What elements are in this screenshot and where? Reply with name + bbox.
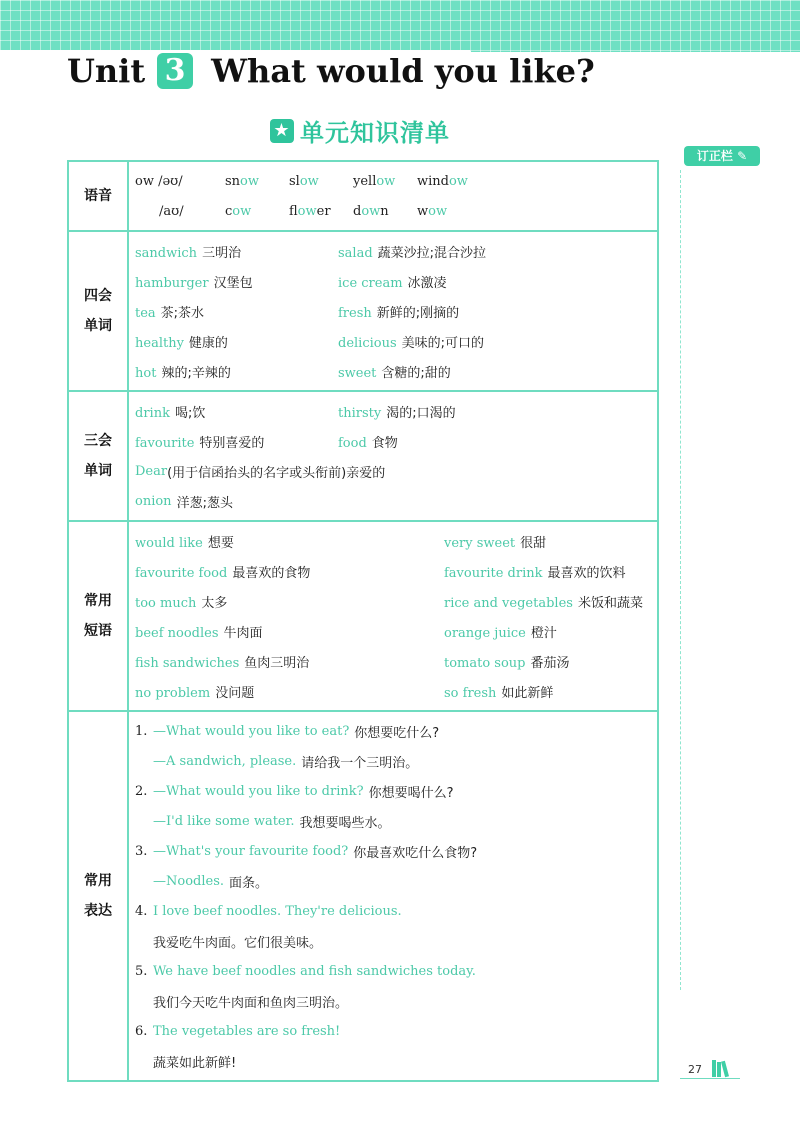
phrase-item xyxy=(135,682,444,701)
four-skill-row xyxy=(135,326,651,356)
vocab-en: salad xyxy=(338,245,373,261)
phrase-cn: 牛肉面 xyxy=(223,625,263,641)
phonics-word-part: ow xyxy=(240,173,260,189)
phonics-word xyxy=(289,204,353,219)
phrase-item xyxy=(444,562,626,581)
phonics-word-part: ow xyxy=(376,173,396,189)
expressions-label xyxy=(68,711,128,1081)
four-skill-row xyxy=(135,296,651,326)
vocab-en: hamburger xyxy=(135,275,209,291)
expression-en: —Noodles. xyxy=(153,873,225,889)
expressions-label-line2: 表达 xyxy=(84,903,112,919)
vocab-en: hot xyxy=(135,365,157,381)
vocab-cn: 冰激凌 xyxy=(407,275,447,291)
phonics-word-part: ow xyxy=(232,203,252,219)
three-skill-row xyxy=(135,456,651,486)
vocab-item xyxy=(338,302,459,321)
three-skill-row xyxy=(135,486,651,516)
expression-cn: 你想要吃什么? xyxy=(354,725,440,741)
unit-title xyxy=(67,52,595,90)
expression-line xyxy=(135,1016,651,1046)
phrase-item xyxy=(135,562,444,581)
phonics-row xyxy=(135,196,651,226)
phrase-item xyxy=(135,532,444,551)
vocab-en: food xyxy=(338,435,367,451)
expression-cn: 我爱吃牛肉面。它们很美味。 xyxy=(153,935,323,951)
expression-en: —What would you like to eat? xyxy=(153,723,350,739)
expression-cn: 面条。 xyxy=(229,875,269,891)
phonics-label: 语音 xyxy=(68,161,128,231)
vocab-item xyxy=(338,402,456,421)
vocab-cn: 健康的 xyxy=(188,335,228,351)
phrase-en: would like xyxy=(135,535,203,551)
phrase-cn: 鱼肉三明治 xyxy=(244,655,310,671)
expression-number: 2. xyxy=(135,783,148,799)
page-number-rule xyxy=(680,1078,740,1079)
vocab-item xyxy=(338,332,484,351)
expression-en: —I'd like some water. xyxy=(153,813,295,829)
expression-line xyxy=(135,746,651,776)
expression-line xyxy=(135,716,651,746)
vocab-en: healthy xyxy=(135,335,184,351)
knowledge-table xyxy=(67,160,659,1082)
three-skill-label-line2: 单词 xyxy=(84,463,112,479)
phrase-cn: 太多 xyxy=(201,595,228,611)
four-skill-row xyxy=(135,356,651,386)
phrase-item xyxy=(444,652,570,671)
phonics-word-part: er xyxy=(316,203,331,219)
unit-title-text: What would you like? xyxy=(211,52,595,90)
phonics-word xyxy=(225,204,289,219)
phrases-section xyxy=(68,521,658,711)
vocab-cn: 特别喜爱的 xyxy=(199,435,265,451)
four-skill-content xyxy=(128,231,658,391)
expression-number: 1. xyxy=(135,723,148,739)
phrase-row xyxy=(135,556,651,586)
expression-cn: 你想要喝什么? xyxy=(368,785,454,801)
three-skill-label-line1: 三会 xyxy=(84,433,112,449)
phrase-item xyxy=(135,622,444,641)
phrase-item xyxy=(444,592,643,611)
phonics-word xyxy=(417,174,481,189)
three-skill-content xyxy=(128,391,658,521)
vocab-en: drink xyxy=(135,405,170,421)
phonics-word xyxy=(225,174,289,189)
vocab-cn: 三明治 xyxy=(202,245,242,261)
four-skill-row xyxy=(135,266,651,296)
vocab-item xyxy=(135,332,338,351)
phrase-row xyxy=(135,586,651,616)
expression-line xyxy=(135,806,651,836)
phrase-row xyxy=(135,526,651,556)
three-skill-row xyxy=(135,396,651,426)
expression-cn: 我想要喝些水。 xyxy=(299,815,391,831)
three-skill-label xyxy=(68,391,128,521)
pencil-icon: ✎ xyxy=(737,149,748,163)
vocab-item xyxy=(338,272,447,291)
phonics-word-part: ow xyxy=(297,203,317,219)
phrase-cn: 最喜欢的食物 xyxy=(232,565,311,581)
expression-cn: 蔬菜如此新鲜! xyxy=(153,1055,237,1071)
phonics-word-part: sn xyxy=(225,173,241,189)
vocab-cn: 食物 xyxy=(371,435,398,451)
four-skill-label-line2: 单词 xyxy=(84,318,112,334)
vocab-en: tea xyxy=(135,305,156,321)
phrase-en: fish sandwiches xyxy=(135,655,240,671)
phrase-item xyxy=(135,652,444,671)
expressions-content xyxy=(128,711,658,1081)
phonics-word-part: ow xyxy=(361,203,381,219)
four-skill-label-line1: 四会 xyxy=(84,288,112,304)
unit-word: Unit xyxy=(67,52,146,90)
vocab-cn: 含糖的;甜的 xyxy=(381,365,451,381)
expression-line xyxy=(135,926,651,956)
phonics-word-part: ow xyxy=(448,173,468,189)
phrase-item xyxy=(444,532,546,551)
expression-line xyxy=(135,1046,651,1076)
phrase-cn: 很甜 xyxy=(520,535,547,551)
vocab-en: onion xyxy=(135,493,172,509)
vocab-en: thirsty xyxy=(338,405,382,421)
phonics-word-part: wind xyxy=(417,173,449,189)
vocab-en: ice cream xyxy=(338,275,403,291)
vocab-item xyxy=(135,242,338,261)
vocab-en: Dear xyxy=(135,463,168,479)
phrase-en: favourite food xyxy=(135,565,228,581)
vocab-item xyxy=(135,302,338,321)
phrase-row xyxy=(135,646,651,676)
phrase-cn: 最喜欢的饮料 xyxy=(547,565,626,581)
expression-number: 3. xyxy=(135,843,148,859)
expression-en: —A sandwich, please. xyxy=(153,753,297,769)
expression-line xyxy=(135,986,651,1016)
vocab-en: delicious xyxy=(338,335,397,351)
phrase-item xyxy=(135,592,444,611)
expression-en: —What's your favourite food? xyxy=(153,843,349,859)
vocab-cn: 喝;饮 xyxy=(174,405,206,421)
expression-en: I love beef noodles. They're delicious. xyxy=(153,903,402,919)
phonics-word xyxy=(289,174,353,189)
phrase-cn: 如此新鲜 xyxy=(501,685,554,701)
four-skill-row xyxy=(135,236,651,266)
expression-number: 4. xyxy=(135,903,148,919)
section-title xyxy=(270,113,450,148)
vocab-en: sweet xyxy=(338,365,377,381)
vocab-en: sandwich xyxy=(135,245,198,261)
phrase-cn: 橙汁 xyxy=(530,625,557,641)
phonics-word-part: ow xyxy=(299,173,319,189)
correction-column-tag xyxy=(684,146,760,166)
phrases-label-line2: 短语 xyxy=(84,623,112,639)
phrases-content xyxy=(128,521,658,711)
vocab-en: fresh xyxy=(338,305,372,321)
expressions-section xyxy=(68,711,658,1081)
phrases-label xyxy=(68,521,128,711)
vocab-en: favourite xyxy=(135,435,195,451)
phrase-en: no problem xyxy=(135,685,211,701)
vocab-item xyxy=(338,432,398,451)
expression-line xyxy=(135,866,651,896)
section-title-text: 单元知识清单 xyxy=(300,119,450,147)
vocab-cn: 汉堡包 xyxy=(213,275,253,291)
correction-column-label: 订正栏 xyxy=(696,149,733,163)
expression-line xyxy=(135,776,651,806)
phrase-en: favourite drink xyxy=(444,565,543,581)
expression-en: We have beef noodles and fish sandwiches today. xyxy=(153,963,476,979)
vocab-item xyxy=(338,242,486,261)
phonics-word-part: sl xyxy=(289,173,300,189)
expression-line xyxy=(135,836,651,866)
phrase-cn: 米饭和蔬菜 xyxy=(577,595,643,611)
vocab-cn: 渴的;口渴的 xyxy=(386,405,456,421)
sidebar-dotted-line xyxy=(680,170,681,990)
vocab-cn: 美味的;可口的 xyxy=(401,335,485,351)
phonics-word xyxy=(353,204,417,219)
vocab-cn: 辣的;辛辣的 xyxy=(161,365,231,381)
expression-cn: 请给我一个三明治。 xyxy=(301,755,419,771)
expression-line xyxy=(135,896,651,926)
expressions-label-line1: 常用 xyxy=(84,873,112,889)
phrase-row xyxy=(135,616,651,646)
three-skill-row xyxy=(135,426,651,456)
vocab-item xyxy=(338,362,451,381)
phrase-en: so fresh xyxy=(444,685,497,701)
star-icon: ★ xyxy=(270,119,294,143)
phonics-content xyxy=(128,161,658,231)
vocab-item xyxy=(135,432,338,451)
phrase-en: beef noodles xyxy=(135,625,219,641)
four-skill-section xyxy=(68,231,658,391)
phonics-sound: /aʊ/ xyxy=(159,203,184,219)
vocab-item xyxy=(135,402,338,421)
phrase-item xyxy=(444,622,557,641)
expression-cn: 你最喜欢吃什么食物? xyxy=(353,845,478,861)
vocab-item xyxy=(135,272,338,291)
phrase-cn: 想要 xyxy=(207,535,234,551)
phrase-item xyxy=(444,682,553,701)
phonics-word-part: n xyxy=(380,203,389,219)
expression-en: The vegetables are so fresh! xyxy=(153,1023,341,1039)
phrase-en: rice and vegetables xyxy=(444,595,573,611)
phonics-row xyxy=(135,166,651,196)
phonics-word xyxy=(417,204,481,219)
page-number: 27 xyxy=(688,1063,702,1076)
phrase-en: orange juice xyxy=(444,625,526,641)
phonics-word-part: ow xyxy=(428,203,448,219)
phonics-word-part: fl xyxy=(289,203,298,219)
vocab-cn: 洋葱;葱头 xyxy=(176,495,233,511)
phrases-label-line1: 常用 xyxy=(84,593,112,609)
unit-number-badge: 3 xyxy=(157,53,193,89)
vocab-item xyxy=(135,362,338,381)
expression-line xyxy=(135,956,651,986)
expression-number: 5. xyxy=(135,963,148,979)
three-skill-section xyxy=(68,391,658,521)
phonics-word xyxy=(353,174,417,189)
phonics-word-part: d xyxy=(353,203,362,219)
phrase-cn: 番茄汤 xyxy=(530,655,570,671)
phonics-word-part: w xyxy=(417,203,429,219)
expression-en: —What would you like to drink? xyxy=(153,783,364,799)
phrase-cn: 没问题 xyxy=(215,685,255,701)
vocab-cn: 蔬菜沙拉;混合沙拉 xyxy=(377,245,487,261)
phonics-word-part: c xyxy=(225,203,233,219)
phonics-word-part: yell xyxy=(353,173,377,189)
expression-number: 6. xyxy=(135,1023,148,1039)
vocab-cn: (用于信函抬头的名字或头衔前)亲爱的 xyxy=(167,465,386,481)
phrase-en: very sweet xyxy=(444,535,516,551)
phrase-en: too much xyxy=(135,595,197,611)
books-icon xyxy=(711,1058,735,1078)
four-skill-label xyxy=(68,231,128,391)
phrase-row xyxy=(135,676,651,706)
expression-cn: 我们今天吃牛肉面和鱼肉三明治。 xyxy=(153,995,349,1011)
phrase-en: tomato soup xyxy=(444,655,526,671)
vocab-cn: 新鲜的;刚摘的 xyxy=(376,305,460,321)
vocab-cn: 茶;茶水 xyxy=(160,305,205,321)
phonics-section xyxy=(68,161,658,231)
phonics-sound: ow /əʊ/ xyxy=(135,173,183,189)
